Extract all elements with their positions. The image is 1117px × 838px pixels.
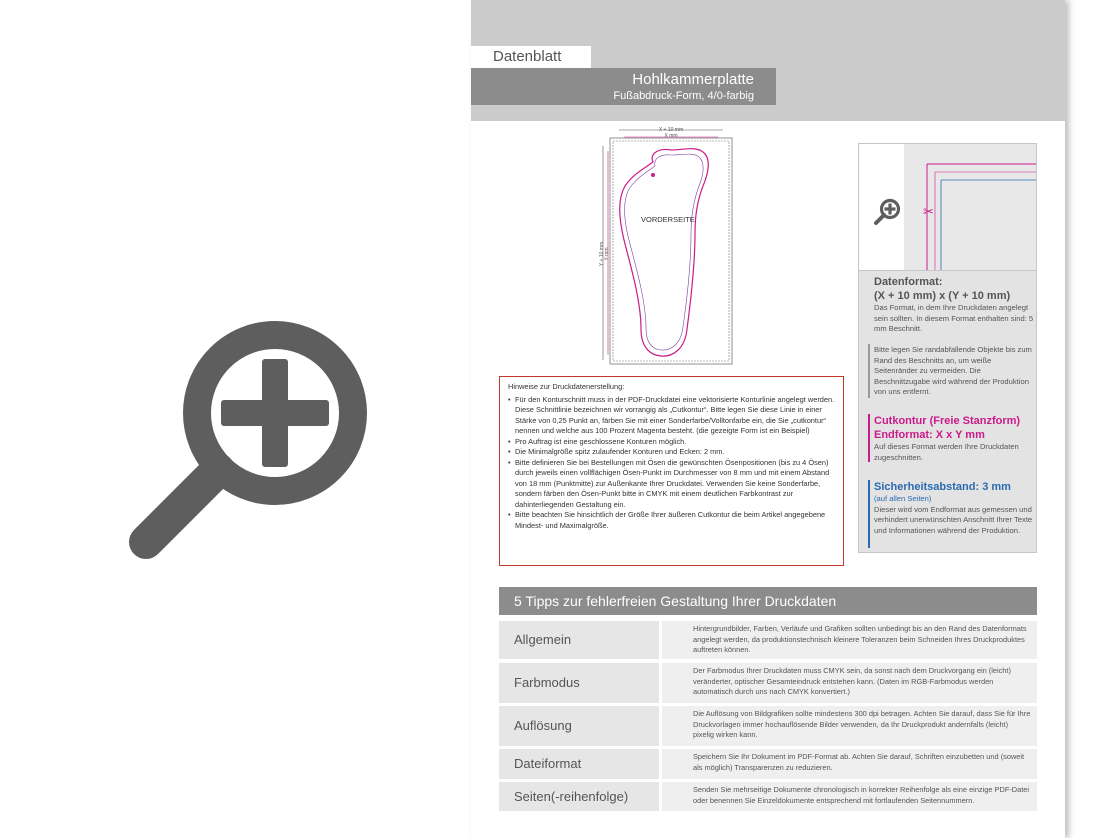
hint-item: • Für den Konturschnitt muss in der PDF-Druckdatei eine vektorisierte Konturlinie angelegt werden. Diese Schnittlinie bezeichnen wir vorrangig als „Cutkontur“. Bitte legen Sie diese Linie in einer Stärke von 0,25 Punkt an, färben Sie mit einer Sonderfarbe/Volltonfarbe ein, die Sie „cutkontur“ nennen und welche aus 100 Prozent Magenta besteht. (die gezeigte Form ist ein Beispiel)	[508, 395, 835, 437]
tips-heading: 5 Tipps zur fehlerfreien Gestaltung Ihrer Druckdaten	[499, 587, 1037, 615]
format-info-panel	[858, 143, 1037, 553]
drawing-label: VORDERSEITE	[641, 215, 695, 224]
hint-item: • Die Minimalgröße spitz zulaufender Konturen und Ecken: 2 mm.	[508, 447, 835, 458]
dim-x-outer: X + 10 mm	[658, 127, 684, 133]
datasheet-page	[471, 0, 1065, 838]
format-section	[874, 275, 1034, 335]
hints-title: Hinweise zur Druckdatenerstellung:	[508, 382, 625, 391]
format-text: Das Format, in dem Ihre Druckdaten angelegt sein sollten. In diesem Format enthalten sind: 5 mm Beschnitt.	[874, 303, 1034, 333]
dim-x-inner: X mm	[664, 133, 678, 139]
print-hints-box	[499, 376, 844, 566]
safety-text: Dieser wird vom Endformat aus gemessen und verhindert unerwünschten Anschnitt Ihrer Texte und Informationen während der Produktion.	[874, 504, 1033, 535]
magenta-bar	[868, 414, 870, 462]
cut-value: Endformat: X x Y mm	[874, 429, 985, 441]
format-value: (X + 10 mm) x (Y + 10 mm)	[874, 290, 1011, 302]
safety-sub: (auf allen Seiten)	[874, 494, 932, 503]
tip-label: Auflösung	[499, 706, 659, 746]
blue-bar	[868, 480, 870, 548]
cut-text: Auf dieses Format werden Ihre Druckdaten zugeschnitten.	[874, 442, 1019, 462]
zoom-in-icon[interactable]	[118, 310, 378, 570]
grey-bar	[868, 344, 870, 398]
tip-label: Dateiformat	[499, 749, 659, 779]
product-subtitle: Fußabdruck-Form, 4/0-farbig	[613, 90, 754, 102]
format-title: Datenformat:	[874, 276, 943, 288]
tip-label: Allgemein	[499, 621, 659, 659]
tip-text: Speichern Sie Ihr Dokument im PDF-Format ab. Achten Sie darauf, Schriften einzubetten und (soweit als möglich) Transparenzen zu reduzieren.	[662, 749, 1037, 779]
tip-label: Farbmodus	[499, 663, 659, 703]
cut-title: Cutkontur (Freie Stanzform)	[874, 415, 1021, 427]
tip-text: Hintergrundbilder, Farben, Verläufe und Grafiken sollten unbedingt bis an den Rand des Datenformats angelegt werden, da produktionstechnisch kleinere Toleranzen beim Schneiden Ihres Druckproduktes auftreten können.	[662, 621, 1037, 659]
dim-y-inner: Y mm	[604, 247, 610, 261]
svg-text:✂: ✂	[923, 205, 934, 220]
product-title: Hohlkammerplatte	[632, 71, 754, 88]
tip-text: Senden Sie mehrseitige Dokumente chronologisch in korrekter Reihenfolge als eine einzige PDF-Datei oder benennen Sie Einzeldokumente entsprechend mit fortlaufenden Seitennummern.	[662, 782, 1037, 811]
bleed-text: Bitte legen Sie randabfallende Objekte bis zum Rand des Beschnitts an, um weiße Seitenränder zu vermeiden. Die Beschnittzugabe wird während der Produktion von uns entfernt.	[874, 345, 1032, 396]
tip-text: Die Auflösung von Bildgrafiken sollte mindestens 300 dpi betragen. Achten Sie darauf, dass Sie für Ihre Druckvorlagen immer hochauflösende Bilder verwenden, da Ihr Druckprodukt andernfalls (leicht) pixelig wirken kann.	[662, 706, 1037, 746]
tip-label: Seiten(-reihenfolge)	[499, 782, 659, 811]
cut-section	[874, 414, 1034, 463]
hint-item: • Bitte definieren Sie bei Bestellungen mit Ösen die gewünschten Ösenpositionen (bis zu 4 Ösen) durch jeweils einen vollflächigen Ösen-Punkt im Durchmesser von 8 mm und mit einem Abstand von 18 mm (Punktmitte) zur Außenkante Ihrer Druckdatei. Verwenden Sie keine Sonderfarbe, sondern färben den Ösen-Punkt bitte in CMYK mit einem deutlichen Farbkontrast zur dahinterliegenden Gestaltung ein.	[508, 458, 835, 511]
safety-title: Sicherheitsabstand: 3 mm	[874, 481, 1011, 493]
tip-row	[499, 621, 1037, 659]
datasheet-tab: Datenblatt	[471, 46, 591, 68]
hint-item: • Bitte beachten Sie hinsichtlich der Größe Ihrer äußeren Cutkontur die beim Artikel angegebene Mindest- und Maximalgröße.	[508, 510, 835, 531]
zoom-in-icon[interactable]	[873, 197, 903, 227]
tip-row	[499, 749, 1037, 779]
dim-y-outer: Y + 10 mm	[599, 241, 605, 267]
hints-list	[508, 395, 835, 532]
tip-row	[499, 663, 1037, 703]
safety-section	[874, 480, 1034, 536]
footprint-drawing	[591, 124, 736, 368]
hint-item: • Pro Auftrag ist eine geschlossene Konturen möglich.	[508, 437, 835, 448]
tip-row	[499, 782, 1037, 811]
tip-row	[499, 706, 1037, 746]
title-bar	[471, 68, 776, 105]
tip-text: Der Farbmodus Ihrer Druckdaten muss CMYK sein, da sonst nach dem Druckvorgang ein (leicht) veränderter, optischer Gesamteindruck entstehen kann. (Daten im RGB-Farbmodus werden automatisch durch uns nach CMYK konvertiert.)	[662, 663, 1037, 703]
